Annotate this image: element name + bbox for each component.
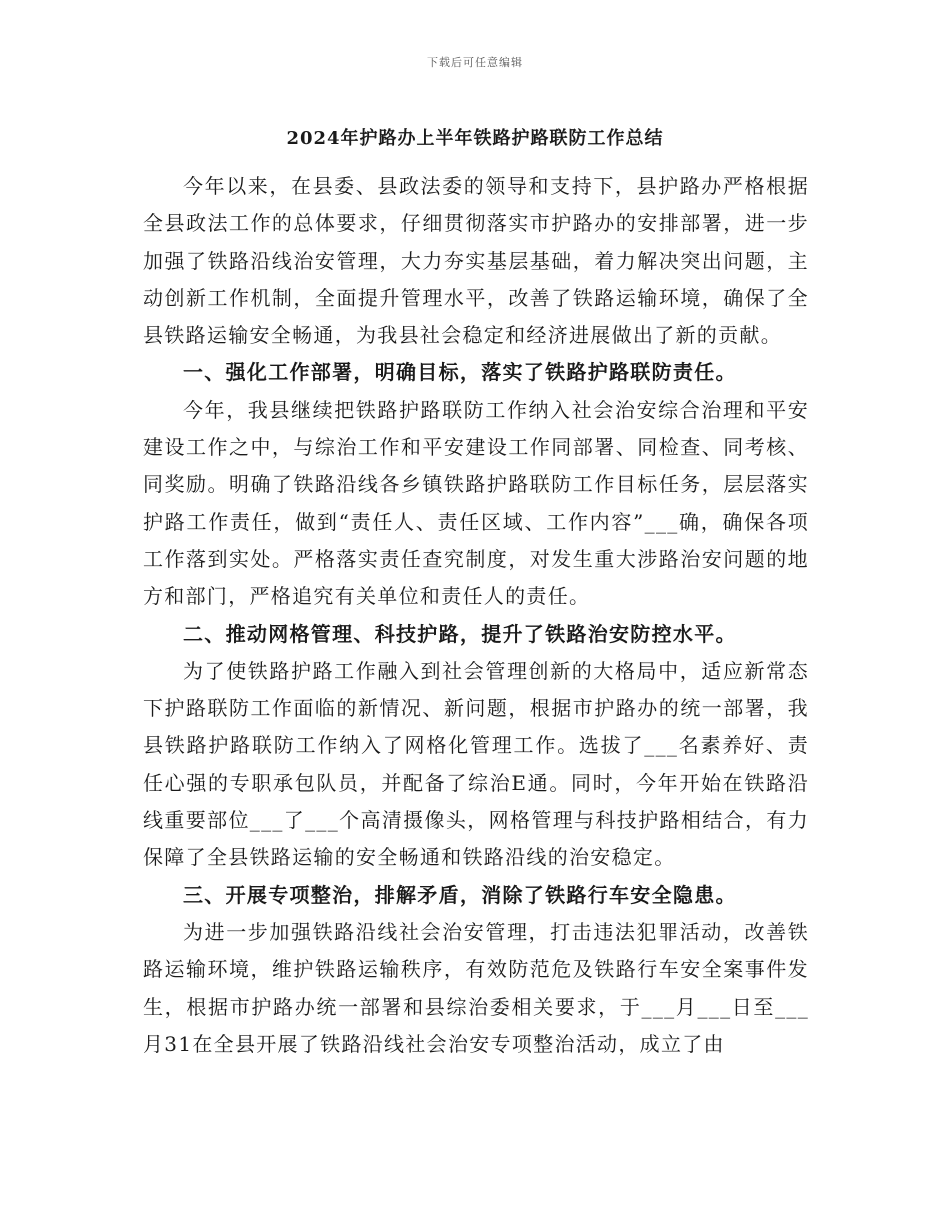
section-heading-2: 二、推动网格管理、科技护路，提升了铁路治安防控水平。 — [183, 621, 737, 646]
paragraph-section-2: 为了使铁路护路工作融入到社会管理创新的大格局中，适应新常态下护路联防工作面临的新情况、新问题，根据市护路办的统一部署，我县铁路护路联防工作纳入了网格化管理工作。选拔了___名素养好、责任心强的专职承包队员，并配备了综治E通。同时，今年开始在铁路沿线重要部位___了___个高清摄像头，网格管理与科技护路相结合，有力保障了全县铁路运输的安全畅通和铁路沿线的治安稳定。 — [143, 658, 809, 870]
paragraph-intro: 今年以来，在县委、县政法委的领导和支持下，县护路办严格根据全县政法工作的总体要求，仔细贯彻落实市护路办的安排部署，进一步加强了铁路沿线治安管理，大力夯实基层基础，着力解决突出问题，主动创新工作机制，全面提升管理水平，改善了铁路运输环境，确保了全县铁路运输安全畅通，为我县社会稳定和经济进展做出了新的贡献。 — [143, 174, 809, 348]
document-title: 2024年护路办上半年铁路护路联防工作总结 — [286, 128, 664, 149]
paragraph-section-1: 今年，我县继续把铁路护路联防工作纳入社会治安综合治理和平安建设工作之中，与综治工作和平安建设工作同部署、同检查、同考核、同奖励。明确了铁路沿线各乡镇铁路护路联防工作目标任务，层层落实护路工作责任，做到“责任人、责任区域、工作内容”___确，确保各项工作落到实处。严格落实责任查究制度，对发生重大涉路治安问题的地方和部门，严格追究有关单位和责任人的责任。 — [143, 397, 809, 609]
document-body — [143, 168, 809, 1063]
section-heading-1: 一、强化工作部署，明确目标，落实了铁路护路联防责任。 — [183, 360, 737, 385]
header-note: 下载后可任意编辑 — [427, 56, 523, 69]
section-heading-3: 三、开展专项整治，排解矛盾，消除了铁路行车安全隐患。 — [183, 882, 737, 907]
paragraph-section-3: 为进一步加强铁路沿线社会治安管理，打击违法犯罪活动，改善铁路运输环境，维护铁路运输秩序，有效防范危及铁路行车安全案事件发生，根据市护路办统一部署和县综治委相关要求，于___月___日至___月31在全县开展了铁路沿线社会治安专项整治活动，成立了由 — [143, 919, 809, 1056]
